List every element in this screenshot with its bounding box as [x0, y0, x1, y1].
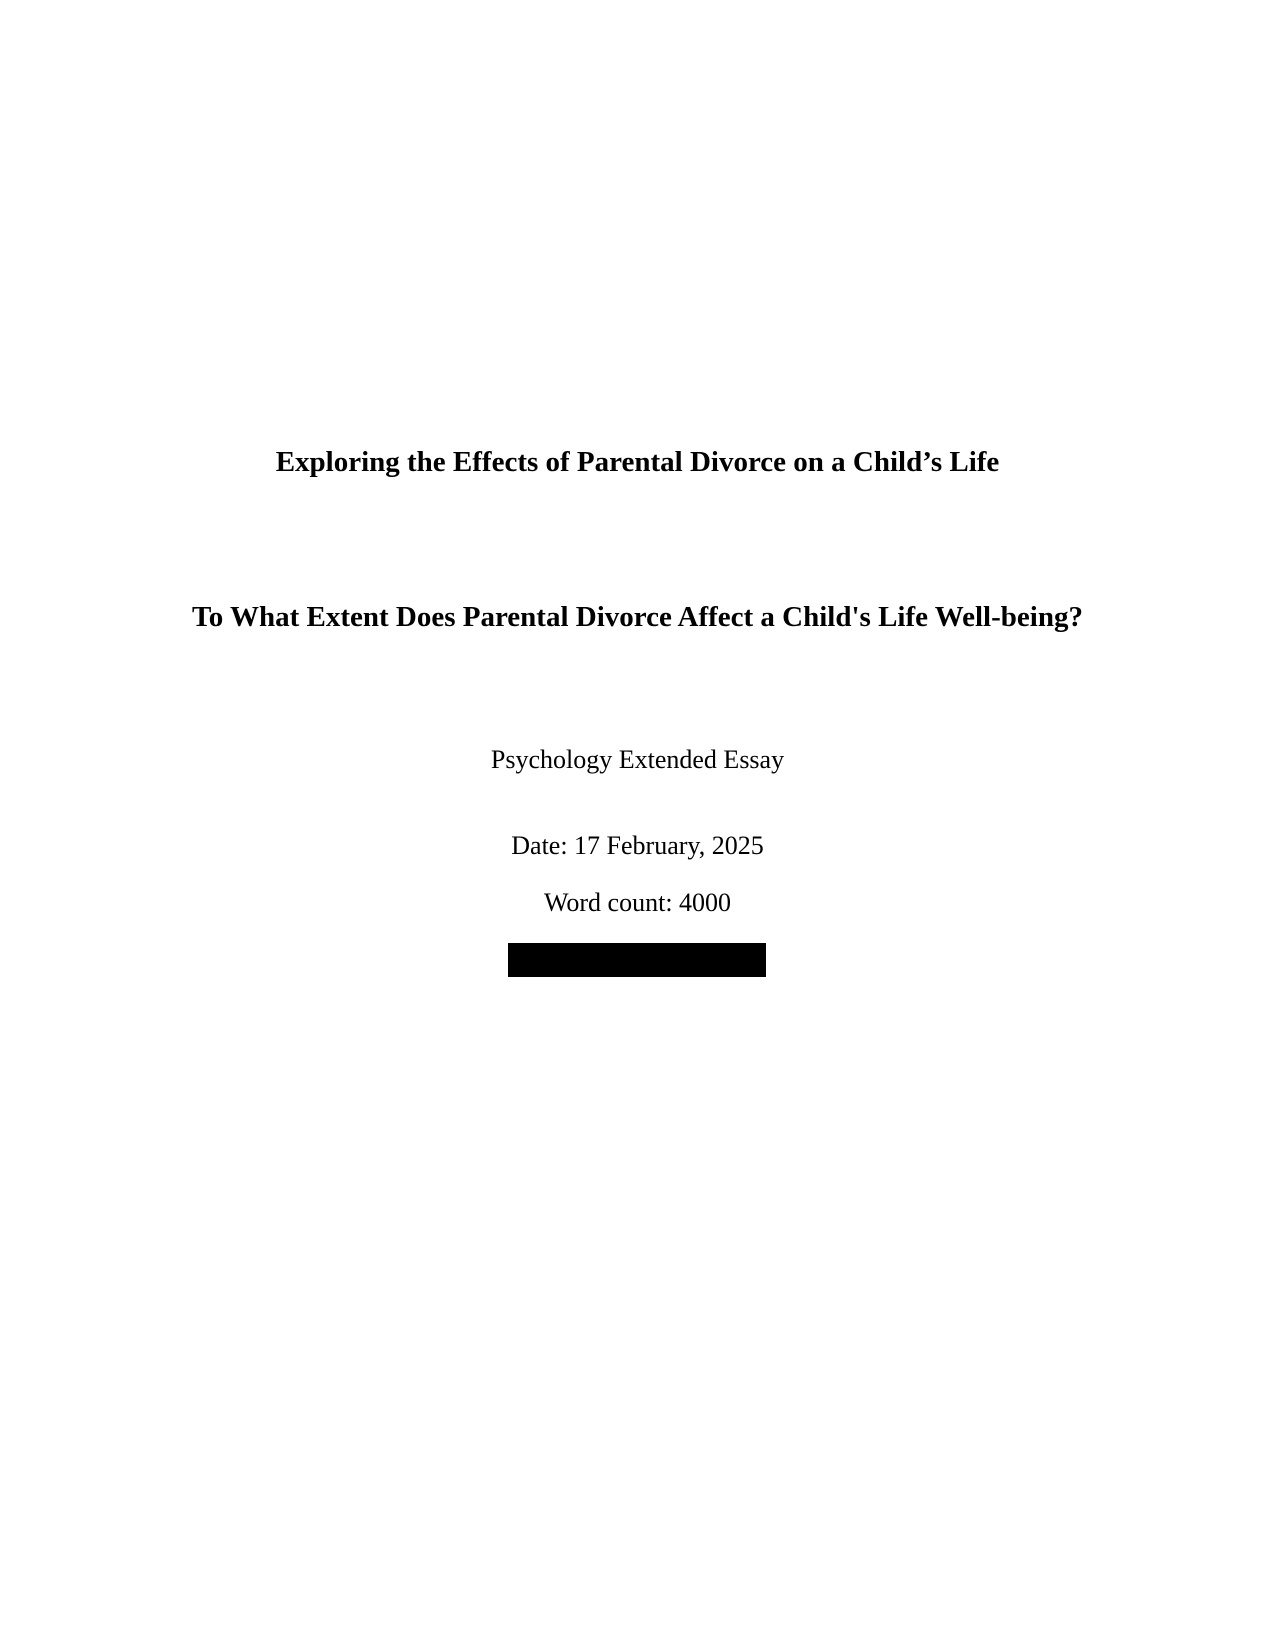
date-line: Date: 17 February, 2025	[511, 831, 764, 860]
word-count-line: Word count: 4000	[543, 888, 732, 917]
research-question: To What Extent Does Parental Divorce Affect a Child's Life Well-being?	[192, 601, 1083, 633]
redaction-bar	[508, 943, 766, 977]
essay-type-line: Psychology Extended Essay	[490, 745, 785, 774]
essay-title: Exploring the Effects of Parental Divorce on a Child’s Life	[275, 446, 1000, 478]
